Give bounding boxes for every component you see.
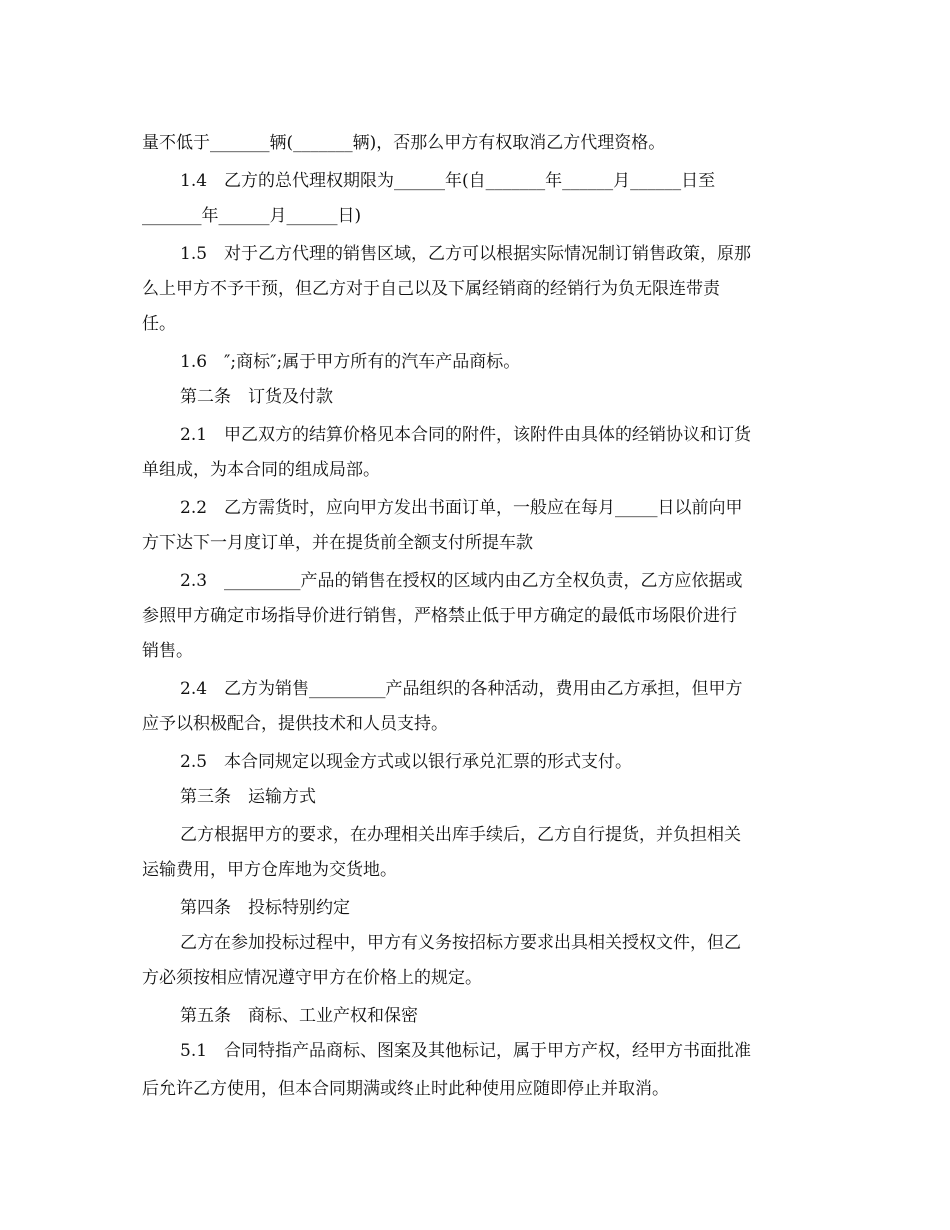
text-line: 后允许乙方使用，但本合同期满或终止时此种使用应随即停止并取消。 — [142, 1079, 669, 1099]
text-line: 运输费用，甲方仓库地为交货地。 — [142, 860, 397, 880]
section-heading: 第四条 投标特别约定 — [180, 898, 350, 918]
text-line: 1.4 乙方的总代理权期限为______年(自_______年______月______日至 — [180, 171, 716, 191]
section-heading: 第五条 商标、工业产权和保密 — [180, 1006, 418, 1026]
text-line: 销售。 — [142, 641, 193, 661]
text-line: 应予以积极配合，提供技术和人员支持。 — [142, 714, 448, 734]
text-line: 5.1 合同特指产品商标、图案及其他标记，属于甲方产权，经甲方书面批准 — [180, 1041, 752, 1061]
text-line: 2.4 乙方为销售_________产品组织的各种活动，费用由乙方承担，但甲方 — [180, 679, 743, 699]
text-line: 任。 — [142, 314, 176, 334]
text-line: 方必须按相应情况遵守甲方在价格上的规定。 — [142, 968, 482, 988]
text-line: 2.5 本合同规定以现金方式或以银行承兑汇票的形式支付。 — [180, 752, 633, 772]
text-line: 1.5 对于乙方代理的销售区域，乙方可以根据实际情况制订销售政策，原那 — [180, 244, 752, 264]
text-line: _______年______月______日) — [142, 206, 362, 226]
text-line: 乙方在参加投标过程中，甲方有义务按招标方要求出具相关授权文件，但乙 — [180, 933, 741, 953]
text-line: 么上甲方不予干预，但乙方对于自己以及下属经销商的经销行为负无限连带责 — [142, 279, 720, 299]
text-line: 2.2 乙方需货时，应向甲方发出书面订单，一般应在每月_____日以前向甲 — [180, 498, 743, 518]
text-line: 参照甲方确定市场指导价进行销售，严格禁止低于甲方确定的最低市场限价进行 — [142, 606, 737, 626]
text-line: 2.1 甲乙双方的结算价格见本合同的附件，该附件由具体的经销协议和订货 — [180, 425, 752, 445]
text-line: 1.6 ″;商标″;属于甲方所有的汽车产品商标。 — [180, 352, 521, 372]
text-line: 2.3 _________产品的销售在授权的区域内由乙方全权负责，乙方应依据或 — [180, 571, 743, 591]
text-line: 乙方根据甲方的要求，在办理相关出库手续后，乙方自行提货，并负担相关 — [180, 825, 741, 845]
section-heading: 第二条 订货及付款 — [180, 387, 333, 407]
text-line: 单组成，为本合同的组成局部。 — [142, 460, 380, 480]
text-line: 量不低于_______辆(_______辆)，否那么甲方有权取消乙方代理资格。 — [142, 133, 666, 153]
section-heading: 第三条 运输方式 — [180, 787, 316, 807]
text-line: 方下达下一月度订单，并在提货前全额支付所提车款 — [142, 533, 533, 553]
